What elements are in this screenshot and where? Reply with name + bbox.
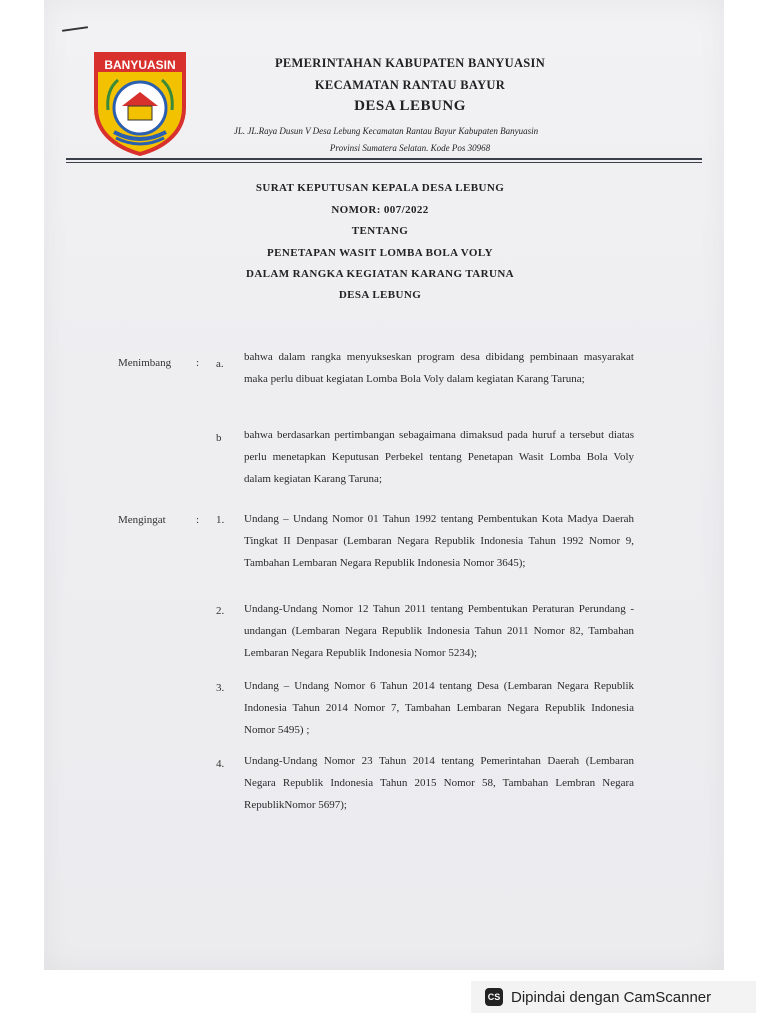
menimbang-marker-b: b	[216, 432, 222, 444]
decree-number: NOMOR: 007/2022	[331, 204, 429, 216]
camscanner-icon: CS	[485, 988, 503, 1006]
mengingat-marker-3: 3.	[216, 682, 225, 694]
mengingat-item-4: Undang-Undang Nomor 23 Tahun 2014 tentang Pemerintahan Daerah (Lembaran Negara Republik Indonesia Tahun 2015 Nomor 58, Tambahan Lembran Negara RepublikNomor 5697);	[244, 755, 634, 811]
banyuasin-logo-icon	[92, 50, 188, 156]
decree-subject-2: DALAM RANGKA KEGIATAN KARANG TARUNA	[245, 268, 515, 280]
mengingat-item-2: Undang-Undang Nomor 12 Tahun 2011 tentang Pembentukan Peraturan Perundang - undangan (Lembaran Negara Republik Indonesia Tahun 2011 Nomor 82, Tambahan Lembaran Negara Republik Indonesia Nomor 5234);	[244, 603, 634, 659]
letterhead-district: KECAMATAN RANTAU BAYUR	[314, 78, 506, 92]
letterhead-address: JL. JL.Raya Dusun V Desa Lebung Kecamatan Rantau Bayur Kabupaten Banyuasin	[233, 126, 539, 136]
decree-title: SURAT KEPUTUSAN KEPALA DESA LEBUNG	[255, 182, 505, 194]
mengingat-marker-2: 2.	[216, 605, 225, 617]
letterhead-rule-thin	[66, 162, 702, 163]
mengingat-item-3: Undang – Undang Nomor 6 Tahun 2014 tentang Desa (Lembaran Negara Republik Indonesia Tahun 2014 Nomor 7, Tambahan Lembaran Negara Republik Indonesia Nomor 5495) ;	[244, 680, 634, 736]
decree-about: TENTANG	[351, 225, 409, 237]
menimbang-item-b: bahwa berdasarkan pertimbangan sebagaimana dimaksud pada huruf a tersebut diatas perlu menetapkan Keputusan Perbekel tentang Penetapan Wasit Lomba Bola Voly dalam kegiatan Karang Taruna;	[244, 429, 634, 485]
letterhead-rule-thick	[66, 158, 702, 160]
menimbang-label: Menimbang	[118, 357, 172, 369]
letterhead-government: PEMERINTAHAN KABUPATEN BANYUASIN	[274, 56, 546, 70]
mengingat-marker-1: 1.	[216, 514, 225, 526]
decree-subject-3: DESA LEBUNG	[338, 289, 422, 301]
camscanner-watermark	[471, 981, 756, 1013]
camscanner-text: Dipindai dengan CamScanner	[511, 988, 712, 1006]
menimbang-colon: :	[196, 357, 200, 369]
letterhead-village: DESA LEBUNG	[354, 98, 466, 114]
mengingat-marker-4: 4.	[216, 758, 225, 770]
decree-subject-1: PENETAPAN WASIT LOMBA BOLA VOLY	[267, 247, 493, 259]
mengingat-colon: :	[196, 514, 200, 526]
letterhead-province: Provinsi Sumatera Selatan. Kode Pos 30968	[329, 143, 491, 153]
mengingat-item-1: Undang – Undang Nomor 01 Tahun 1992 tentang Pembentukan Kota Madya Daerah Tingkat II Denpasar (Lembaran Negara Republik Indonesia Tahun 1992 Nomor 9, Tambahan Lembaran Negara Republik Indonesia Nomor 3645);	[244, 513, 634, 569]
menimbang-item-a: bahwa dalam rangka menyukseskan program desa dibidang pembinaan masyarakat maka perlu dibuat kegiatan Lomba Bola Voly dalam kegiatan Karang Taruna;	[244, 351, 634, 385]
logo-text: BANYUASIN	[104, 58, 176, 72]
menimbang-marker-a: a.	[216, 358, 224, 370]
mengingat-label: Mengingat	[118, 514, 166, 526]
